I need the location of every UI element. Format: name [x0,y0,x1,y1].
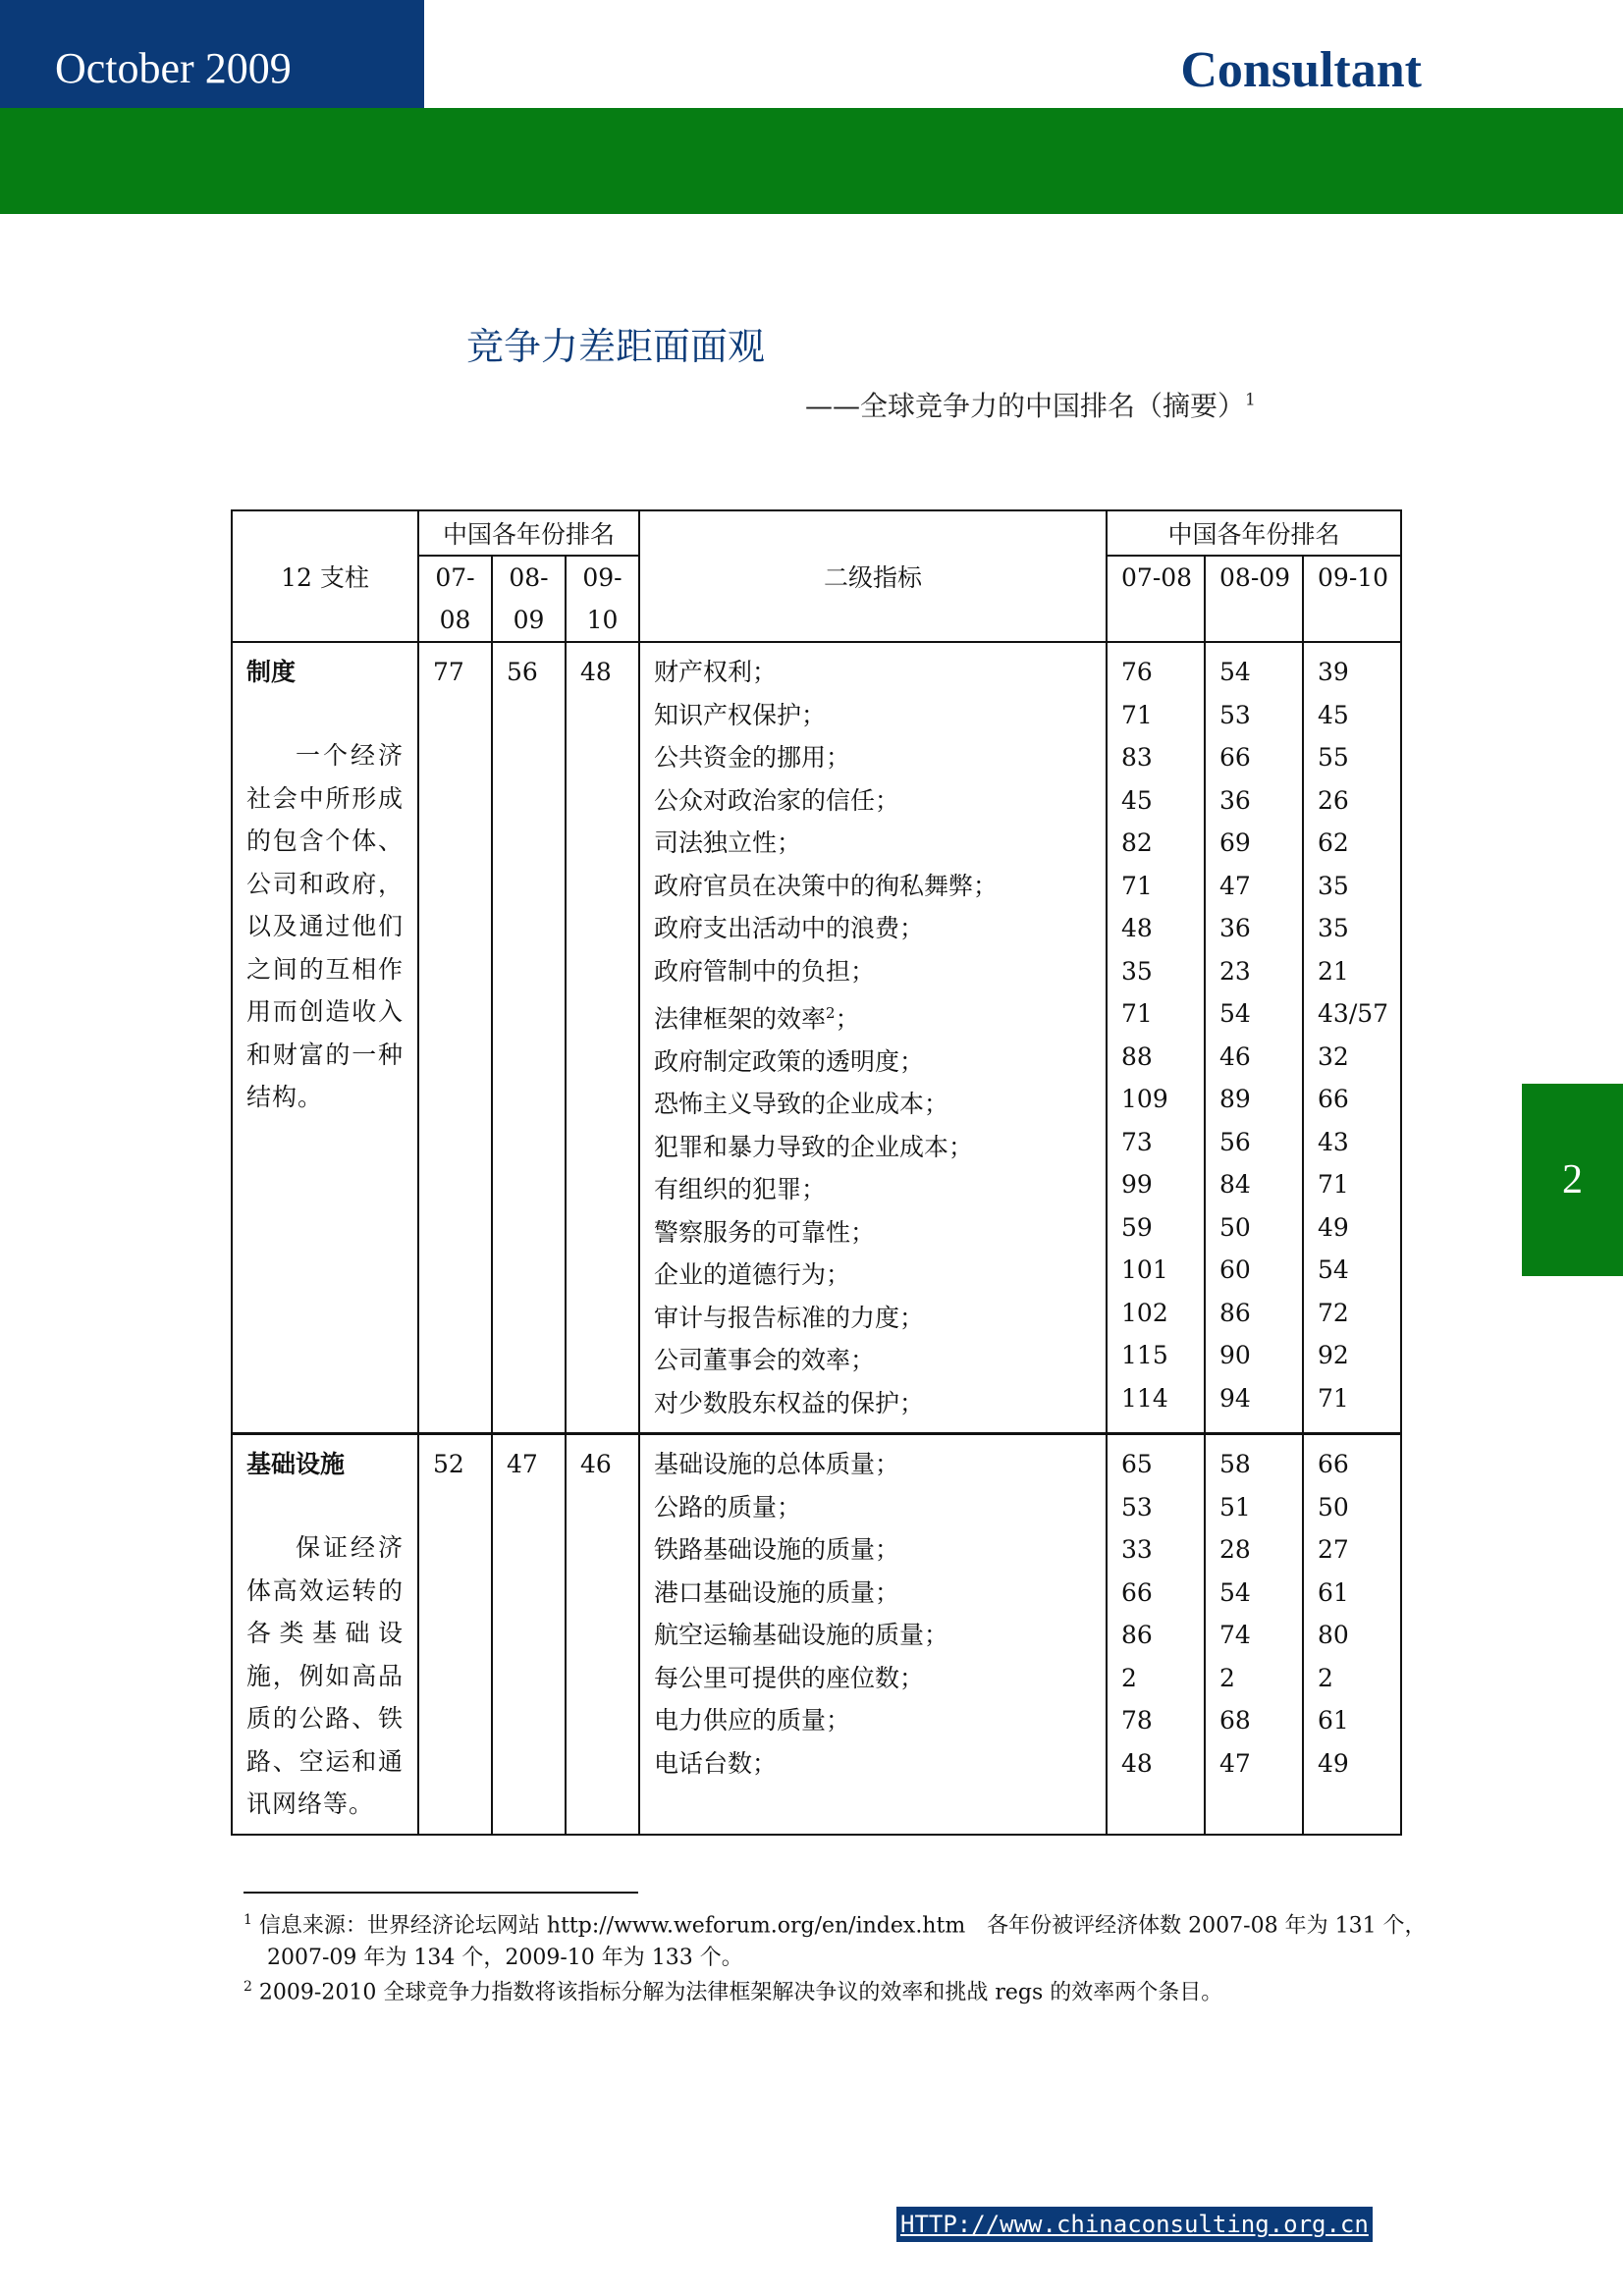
pillar-name: 基础设施 [246,1450,346,1479]
indicator-value: 54 [1318,1255,1349,1284]
indicator-value: 2 [1318,1663,1333,1692]
table-body [232,642,1401,1835]
article-title: 竞争力差距面面观 [466,325,766,368]
indicator-value: 61 [1318,1577,1349,1607]
indicator-label: 公众对政治家的信任； [654,785,900,815]
indicator-value: 80 [1318,1621,1349,1650]
header-pillar: 12 支柱 [232,510,418,642]
indicator-value: 109 [1121,1085,1168,1113]
year-left-2 [566,556,639,642]
indicator-value: 28 [1219,1535,1251,1565]
year-left-part: 10 [586,606,619,634]
indicator-values-1 [1205,642,1303,1434]
footnote-2 [243,1971,1461,2008]
footnote-ref-2: 2 [826,1004,836,1022]
ranking-table [231,509,1402,1836]
indicator-value: 55 [1318,743,1349,772]
indicator-value: 59 [1121,1212,1153,1242]
indicator-value: 76 [1121,658,1153,686]
indicator-value: 43/57 [1318,999,1389,1028]
indicator-value: 66 [1318,1085,1349,1113]
page-number-tab: 2 [1522,1084,1623,1276]
indicator-values-2 [1303,642,1401,1434]
article-subtitle [805,385,1256,424]
header-band-green [0,108,1623,214]
indicator-value: 71 [1121,700,1153,729]
pillar-cell [232,642,418,1434]
pillar-description: 一个经济社会中所形成的包含个体、公司和政府，以及通过他们之间的互相作用而创造收入和财富的一种结构。 [246,741,404,1111]
indicator-value: 50 [1318,1492,1349,1522]
indicator-value: 36 [1219,914,1251,942]
indicator-list [639,642,1107,1434]
indicator-label: 政府管制中的负担； [654,956,876,986]
indicator-value: 58 [1219,1450,1251,1479]
indicator-value: 114 [1121,1383,1168,1413]
indicator-label: 审计与报告标准的力度； [654,1303,925,1332]
indicator-value: 48 [1121,1748,1153,1778]
indicator-label: 电话台数； [654,1748,778,1778]
indicator-value: 71 [1121,871,1153,900]
indicator-value: 53 [1219,700,1251,729]
indicator-value: 88 [1121,1041,1153,1071]
year-right-1: 08-09 [1205,556,1303,642]
indicator-value: 72 [1318,1298,1349,1327]
indicator-value: 86 [1219,1298,1251,1327]
indicator-value: 66 [1318,1450,1349,1479]
indicator-list [639,1434,1107,1835]
indicator-value: 27 [1318,1535,1349,1565]
indicator-value: 43 [1318,1127,1349,1156]
indicator-label: 政府制定政策的透明度； [654,1046,925,1076]
indicator-value: 56 [1219,1127,1251,1156]
pillar-rank-0: 52 [418,1434,492,1835]
indicator-value: 49 [1318,1748,1349,1778]
indicator-value: 33 [1121,1535,1153,1565]
indicator-value: 39 [1318,658,1349,686]
pillar-rank-2: 46 [566,1434,639,1835]
indicator-value: 54 [1219,999,1251,1028]
footnote-1-continued: 2007-09 年为 134 个，2009-10 年为 133 个。 [267,1946,743,1971]
indicator-value: 115 [1121,1341,1168,1369]
indicator-value: 35 [1318,914,1349,942]
indicator-label: 政府支出活动中的浪费； [654,914,925,942]
indicator-label: 警察服务的可靠性； [654,1217,876,1247]
indicator-label: 公路的质量； [654,1492,802,1522]
indicator-value: 61 [1318,1706,1349,1735]
year-left-0 [418,556,492,642]
indicator-value: 83 [1121,743,1153,772]
indicator-values-0 [1107,642,1205,1434]
indicator-values-0 [1107,1434,1205,1835]
pillar-cell [232,1434,418,1835]
footnote-divider [243,1892,638,1894]
year-right-0: 07-08 [1107,556,1205,642]
indicator-value: 65 [1121,1450,1153,1479]
footnote-2-mark: 2 [243,1979,252,1995]
indicator-value: 50 [1219,1212,1251,1242]
footnote-1 [243,1904,1461,1974]
indicator-value: 35 [1121,956,1153,986]
table-row [232,642,1401,1434]
indicator-value: 2 [1121,1663,1137,1692]
indicator-label: 法律框架的效率$^2$； [654,1004,860,1034]
pillar-description: 保证经济体高效运转的各类基础设施，例如高品质的公路、铁路、空运和通讯网络等。 [246,1533,404,1819]
indicator-value: 60 [1219,1255,1251,1284]
issue-date: October 2009 [55,44,292,92]
header-indicator: 二级指标 [639,510,1107,642]
indicator-label: 公共资金的挪用； [654,743,851,772]
pillar-rank-2: 48 [566,642,639,1434]
indicator-value: 99 [1121,1170,1153,1199]
indicator-value: 71 [1121,999,1153,1028]
indicator-label: 犯罪和暴力导致的企业成本； [654,1132,974,1161]
table-row [232,1434,1401,1835]
year-right-2: 09-10 [1303,556,1401,642]
footnote-2-text: 2009-2010 全球竞争力指数将该指标分解为法律框架解决争议的效率和挑战 regs 的效率两个条目。 [258,1980,1223,2005]
indicator-value: 32 [1318,1041,1349,1071]
indicator-value: 82 [1121,828,1153,857]
indicator-values-2 [1303,1434,1401,1835]
year-left-part: 09- [582,563,622,592]
indicator-label: 有组织的犯罪； [654,1175,827,1204]
indicator-value: 23 [1219,956,1251,986]
indicator-value: 26 [1318,785,1349,815]
indicator-value: 102 [1121,1298,1168,1327]
brand-title: Consultant [1180,42,1422,98]
indicator-value: 53 [1121,1492,1153,1522]
indicator-value: 45 [1121,785,1153,815]
footnote-ref-1[interactable]: 1 [1245,390,1256,410]
indicator-value: 47 [1219,1748,1251,1778]
indicator-label: 航空运输基础设施的质量； [654,1621,949,1650]
indicator-label: 恐怖主义导致的企业成本； [654,1090,949,1119]
indicator-value: 71 [1318,1383,1349,1413]
indicator-value: 73 [1121,1127,1153,1156]
indicator-label: 基础设施的总体质量； [654,1450,900,1479]
pillar-rank-1: 47 [492,1434,566,1835]
indicator-value: 35 [1318,871,1349,900]
indicator-label: 电力供应的质量； [654,1706,851,1735]
indicator-value: 47 [1219,871,1251,900]
year-left-part: 07- [435,563,475,592]
indicator-value: 86 [1121,1621,1153,1650]
subtitle-text: ——全球竞争力的中国排名（摘要） [805,390,1246,422]
indicator-value: 90 [1219,1341,1251,1369]
indicator-value: 69 [1219,828,1251,857]
pillar-name: 制度 [246,658,297,686]
indicator-value: 51 [1219,1492,1251,1522]
indicator-value: 2 [1219,1663,1235,1692]
indicator-value: 62 [1318,828,1349,857]
year-left-part: 08 [439,606,471,634]
pillar-rank-1: 56 [492,642,566,1434]
indicator-value: 89 [1219,1085,1251,1113]
indicator-value: 66 [1219,743,1251,772]
indicator-label: 铁路基础设施的质量； [654,1535,900,1565]
indicator-value: 68 [1219,1706,1251,1735]
indicator-value: 54 [1219,1577,1251,1607]
indicator-value: 71 [1318,1170,1349,1199]
indicator-label: 港口基础设施的质量； [654,1577,900,1607]
pillar-rank-0: 77 [418,642,492,1434]
indicator-label: 司法独立性； [654,828,802,857]
footer-website-link[interactable]: HTTP://www.chinaconsulting.org.cn [896,2207,1373,2242]
indicator-label: 公司董事会的效率； [654,1346,876,1375]
indicator-value: 74 [1219,1621,1251,1650]
year-left-part: 08- [509,563,549,592]
year-left-part: 09 [513,606,545,634]
indicator-value: 36 [1219,785,1251,815]
indicator-value: 66 [1121,1577,1153,1607]
indicator-value: 49 [1318,1212,1349,1242]
indicator-value: 54 [1219,658,1251,686]
indicator-value: 45 [1318,700,1349,729]
footnote-1-text: 信息来源：世界经济论坛网站 http://www.weforum.org/en/index.htm 各年份被评经济体数 2007-08 年为 131 个， [258,1913,1427,1939]
indicator-value: 101 [1121,1255,1168,1284]
indicator-value: 78 [1121,1706,1153,1735]
indicator-label: 知识产权保护； [654,700,827,729]
indicator-label: 政府官员在决策中的徇私舞弊； [654,871,999,900]
indicator-label: 每公里可提供的座位数； [654,1663,925,1692]
indicator-value: 94 [1219,1383,1251,1413]
indicator-value: 48 [1121,914,1153,942]
year-left-1 [492,556,566,642]
indicator-label: 财产权利； [654,658,778,686]
header-rank-left: 中国各年份排名 [418,510,639,556]
indicator-value: 21 [1318,956,1349,986]
footnote-1-mark: 1 [243,1912,252,1928]
indicator-label: 企业的道德行为； [654,1260,851,1290]
indicator-label: 对少数股东权益的保护； [654,1388,925,1417]
indicator-values-1 [1205,1434,1303,1835]
header-rank-right: 中国各年份排名 [1107,510,1401,556]
indicator-value: 46 [1219,1041,1251,1071]
indicator-value: 92 [1318,1341,1349,1369]
indicator-value: 84 [1219,1170,1251,1199]
